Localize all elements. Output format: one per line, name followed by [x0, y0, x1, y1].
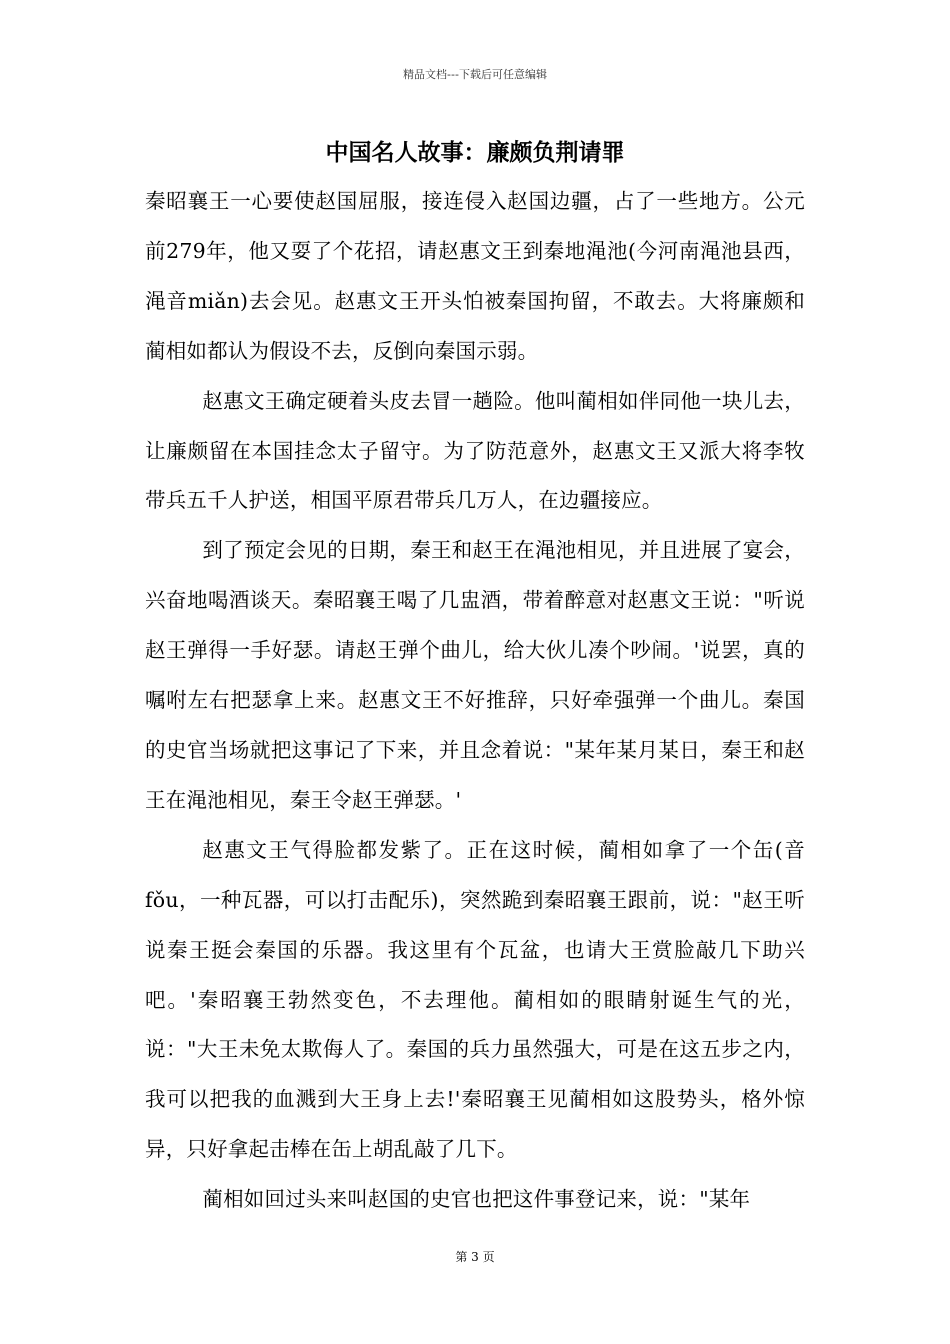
- page-title: 中国名人故事：廉颇负荆请罪: [325, 140, 625, 166]
- paragraph-4: 赵惠文王气得脸都发紫了。正在这时候，蔺相如拿了一个缶(音fǒu，一种瓦器，可以打击配乐)，突然跪到秦昭襄王跟前，说："赵王听说秦王挺会秦国的乐器。我这里有个瓦盆，也请大王赏脸敲几下助兴吧。'秦昭襄王勃然变色，不去理他。蔺相如的眼睛射诞生气的光，说："大王未免太欺侮人了。秦国的兵力虽然强大，可是在这五步之内，我可以把我的血溅到大王身上去!'秦昭襄王见蔺相如这股势头，格外惊异，只好拿起击棒在缶上胡乱敲了几下。: [145, 837, 805, 1162]
- paragraph-3: 到了预定会见的日期，秦王和赵王在渑池相见，并且进展了宴会，兴奋地喝酒谈天。秦昭襄王喝了几盅酒，带着醉意对赵惠文王说："听说赵王弹得一手好瑟。请赵王弹个曲儿，给大伙儿凑个吵闹。'说罢，真的嘱咐左右把瑟拿上来。赵惠文王不好推辞，只好牵强弹一个曲儿。秦国的史官当场就把这事记了下来，并且念着说："某年某月某日，秦王和赵王在渑池相见，秦王令赵王弹瑟。': [145, 538, 805, 812]
- page-footer: [0, 1248, 950, 1265]
- paragraph-5: 蔺相如回过头来叫赵国的史官也把这件事登记来，说："某年: [202, 1187, 751, 1212]
- page-number: 3: [471, 1250, 479, 1264]
- paragraph-2: 赵惠文王确定硬着头皮去冒一趟险。他叫蔺相如伴同他一块儿去，让廉颇留在本国挂念太子留守。为了防范意外，赵惠文王又派大将李牧带兵五千人护送，相国平原君带兵几万人，在边疆接应。: [145, 388, 805, 513]
- footer-suffix: 页: [482, 1250, 495, 1264]
- header-note: 精品文档---下载后可任意编辑: [403, 68, 547, 81]
- footer-prefix: 第: [455, 1250, 468, 1264]
- article-body: [145, 177, 805, 1225]
- paragraph-1: 秦昭襄王一心要使赵国屈服，接连侵入赵国边疆，占了一些地方。公元前279年，他又耍了个花招，请赵惠文王到秦地渑池(今河南渑池县西，渑音miǎn)去会见。赵惠文王开头怕被秦国拘留，不敢去。大将廉颇和蔺相如都认为假设不去，反倒向秦国示弱。: [145, 189, 805, 363]
